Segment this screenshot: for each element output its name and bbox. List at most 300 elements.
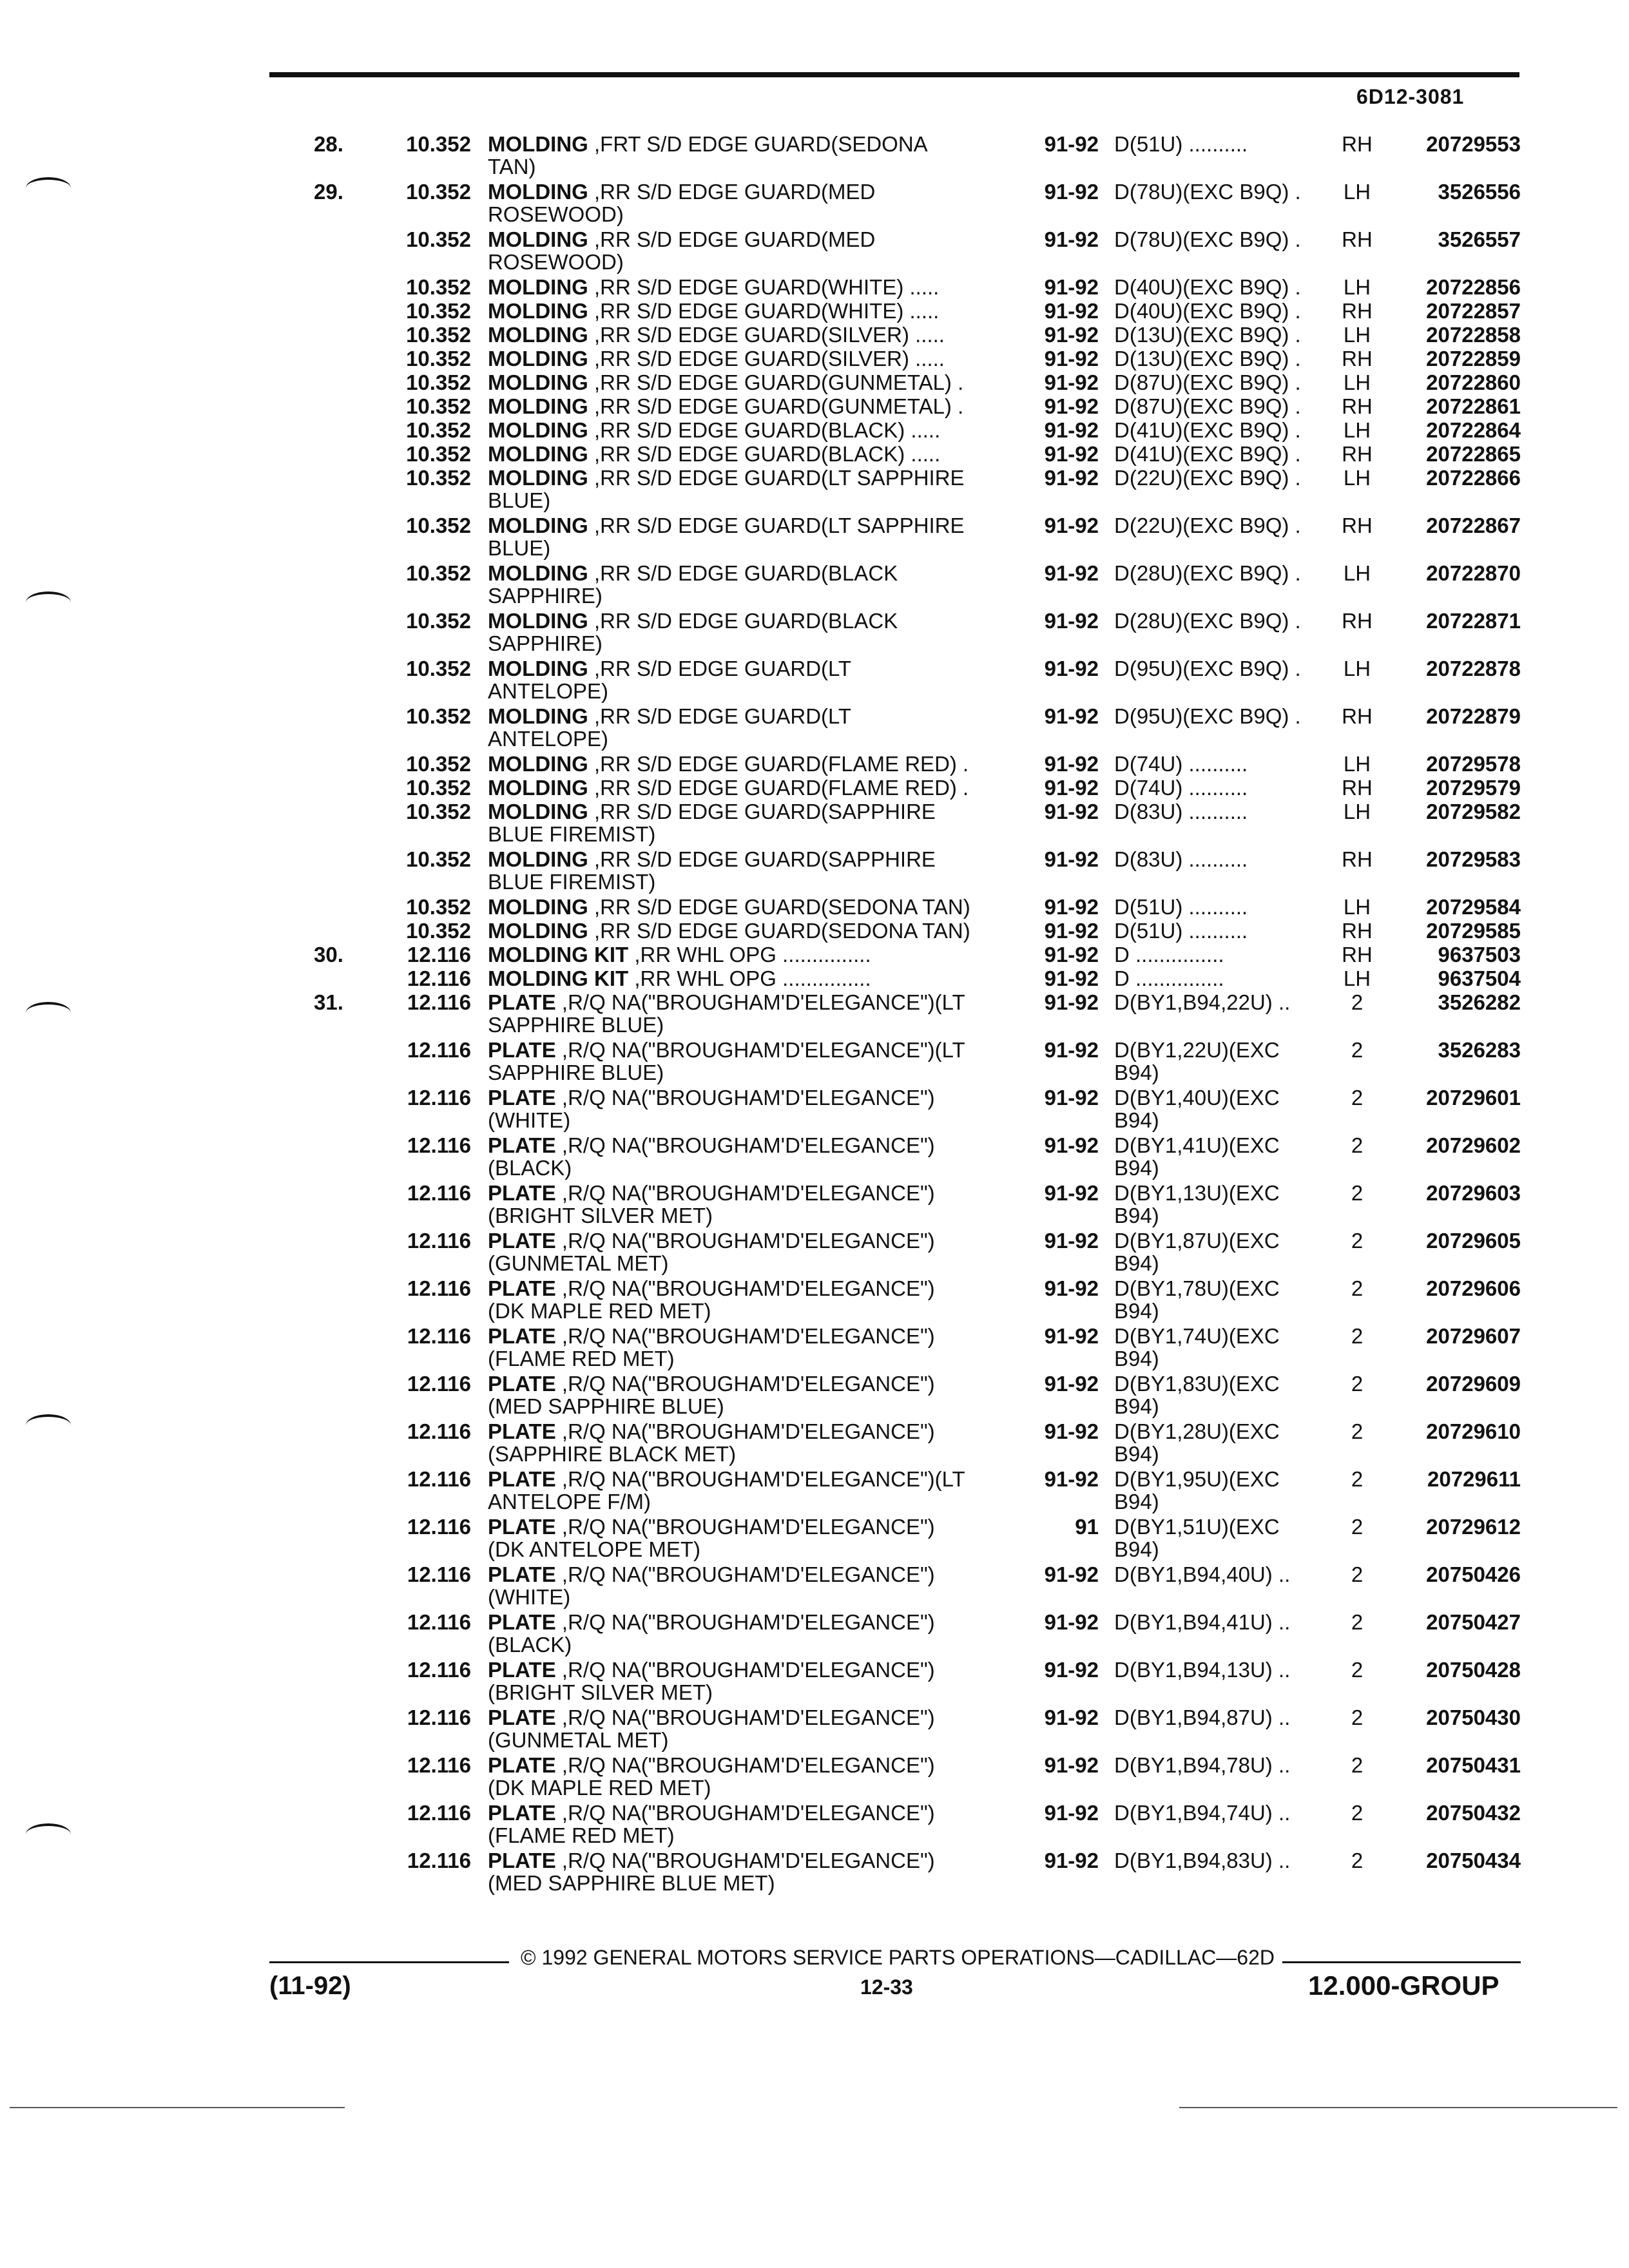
group-number: 12.116	[407, 1181, 471, 1205]
part-name: PLATE	[488, 1801, 556, 1825]
item-number: 31.	[314, 990, 343, 1014]
option-line-1: D(22U)(EXC B9Q) .	[1114, 514, 1301, 537]
side-qty: RH	[1342, 776, 1373, 800]
description-line-1: ,RR S/D EDGE GUARD(LT	[594, 704, 852, 728]
description-line-2: ROSEWOOD)	[488, 202, 624, 226]
description-line-2: (WHITE)	[488, 1108, 571, 1132]
part-name: MOLDING	[488, 275, 588, 299]
group-number: 12.116	[407, 990, 471, 1014]
option-line-1: D(28U)(EXC B9Q) .	[1114, 609, 1301, 633]
part-description	[488, 1706, 1016, 1751]
option-line-2: B94)	[1114, 1347, 1159, 1370]
table-row	[0, 1182, 1629, 1229]
part-name: PLATE	[488, 1181, 556, 1205]
table-row	[0, 1229, 1629, 1277]
table-row	[0, 443, 1629, 466]
model-years: 91-92	[1044, 227, 1099, 251]
description-line-2: ANTELOPE)	[488, 727, 609, 751]
part-name: MOLDING KIT	[488, 943, 629, 966]
part-name: PLATE	[488, 1610, 556, 1634]
part-description	[488, 1420, 1016, 1465]
option-codes	[1114, 800, 1333, 823]
table-row	[0, 896, 1629, 919]
model-years: 91-92	[1044, 1562, 1099, 1586]
table-row	[0, 1563, 1629, 1611]
option-line-2: B94)	[1114, 1299, 1159, 1323]
part-name: MOLDING	[488, 704, 588, 728]
model-years: 91-92	[1044, 323, 1099, 347]
description-line-2: SAPPHIRE BLUE)	[488, 1061, 664, 1084]
side-qty: 2	[1351, 1467, 1364, 1491]
table-row	[0, 800, 1629, 848]
model-years: 91-92	[1044, 1038, 1099, 1062]
option-codes	[1114, 1372, 1333, 1418]
part-number: 3526556	[1438, 180, 1521, 204]
table-row	[0, 1754, 1629, 1802]
description-line-2: (FLAME RED MET)	[488, 1823, 675, 1847]
part-name: MOLDING	[488, 132, 588, 156]
group-number: 12.116	[407, 1706, 471, 1729]
group-number: 12.116	[407, 1324, 471, 1348]
part-description	[488, 848, 1016, 893]
part-name: PLATE	[488, 1658, 556, 1682]
option-line-1: D(BY1,B94,87U) ..	[1114, 1706, 1291, 1729]
option-line-1: D(BY1,51U)(EXC	[1114, 1515, 1280, 1539]
part-description	[488, 562, 1016, 607]
side-qty: 2	[1351, 1801, 1364, 1825]
model-years: 91-92	[1044, 132, 1099, 156]
table-row	[0, 371, 1629, 395]
option-line-2: B94)	[1114, 1490, 1159, 1514]
part-description	[488, 300, 1016, 322]
option-codes	[1114, 1134, 1333, 1179]
group-number: 10.352	[406, 514, 471, 537]
side-qty: 2	[1351, 1133, 1364, 1157]
option-codes	[1114, 1086, 1333, 1131]
side-qty: LH	[1343, 752, 1371, 776]
part-number: 20722866	[1426, 466, 1521, 490]
description-line-1: ,R/Q NA("BROUGHAM'D'ELEGANCE")	[561, 1562, 935, 1586]
model-years: 91-92	[1044, 1467, 1099, 1491]
side-qty: 2	[1351, 1419, 1364, 1443]
description-line-2: (BLACK)	[488, 1633, 572, 1657]
part-number: 20729578	[1426, 752, 1521, 776]
group-number: 10.352	[406, 752, 471, 776]
part-name: PLATE	[488, 1849, 556, 1872]
table-row	[0, 228, 1629, 276]
part-number: 3526557	[1438, 227, 1521, 251]
part-number: 20722864	[1426, 418, 1521, 442]
part-description	[488, 967, 1016, 990]
option-codes	[1114, 1325, 1333, 1370]
description-line-2: (BLACK)	[488, 1156, 572, 1180]
option-line-1: D(BY1,22U)(EXC	[1114, 1038, 1280, 1062]
part-description	[488, 514, 1016, 559]
model-years: 91-92	[1044, 466, 1099, 490]
description-line-1: ,RR S/D EDGE GUARD(SILVER) .....	[594, 323, 945, 347]
part-name: MOLDING	[488, 347, 588, 370]
part-name: PLATE	[488, 1706, 556, 1729]
side-qty: 2	[1351, 1372, 1364, 1396]
option-codes	[1114, 1229, 1333, 1274]
side-qty: LH	[1343, 323, 1371, 347]
side-qty: RH	[1342, 227, 1373, 251]
table-row	[0, 1468, 1629, 1515]
option-line-1: D(87U)(EXC B9Q) .	[1114, 370, 1301, 394]
side-qty: LH	[1343, 800, 1371, 823]
part-number: 20722856	[1426, 275, 1521, 299]
group-number: 12.116	[407, 1753, 471, 1777]
part-number: 20729582	[1426, 800, 1521, 823]
group-number: 12.116	[407, 1515, 471, 1539]
table-row	[0, 562, 1629, 610]
side-qty: LH	[1343, 418, 1371, 442]
model-years: 91-92	[1044, 1324, 1099, 1348]
option-codes	[1114, 943, 1333, 966]
option-codes	[1114, 1039, 1333, 1084]
part-number: 20722865	[1426, 442, 1521, 466]
part-name: MOLDING	[488, 609, 588, 633]
side-qty: 2	[1351, 1610, 1364, 1634]
option-line-2: B94)	[1114, 1156, 1159, 1180]
option-line-2: B94)	[1114, 1442, 1159, 1466]
part-number: 20722861	[1426, 394, 1521, 418]
part-number: 20729607	[1426, 1324, 1521, 1348]
part-description	[488, 1849, 1016, 1894]
part-description	[488, 800, 1016, 845]
table-row	[0, 323, 1629, 347]
part-name: PLATE	[488, 1562, 556, 1586]
description-line-1: ,RR S/D EDGE GUARD(LT SAPPHIRE	[594, 514, 965, 537]
model-years: 91-92	[1044, 776, 1099, 800]
part-name: PLATE	[488, 1515, 556, 1539]
table-row	[0, 1086, 1629, 1134]
part-description	[488, 180, 1016, 226]
model-years: 91-92	[1044, 1372, 1099, 1396]
scan-edge-line	[1179, 2107, 1617, 2108]
part-name: MOLDING	[488, 514, 588, 537]
model-years: 91-92	[1044, 180, 1099, 204]
option-codes	[1114, 1468, 1333, 1513]
model-years: 91-92	[1044, 990, 1099, 1014]
description-line-2: (FLAME RED MET)	[488, 1347, 675, 1370]
group-number: 12.116	[407, 1849, 471, 1872]
parts-list	[0, 133, 1629, 1897]
description-line-1: ,RR S/D EDGE GUARD(SEDONA TAN)	[594, 919, 970, 943]
option-codes	[1114, 1277, 1333, 1322]
option-line-1: D(95U)(EXC B9Q) .	[1114, 657, 1301, 680]
option-codes	[1114, 443, 1333, 465]
group-number: 12.116	[407, 943, 471, 966]
side-qty: 2	[1351, 1229, 1364, 1253]
description-line-1: ,R/Q NA("BROUGHAM'D'ELEGANCE")	[561, 1753, 935, 1777]
description-line-2: (MED SAPPHIRE BLUE)	[488, 1394, 724, 1418]
option-line-1: D(BY1,40U)(EXC	[1114, 1086, 1280, 1110]
group-number: 12.116	[407, 1658, 471, 1682]
description-line-1: ,R/Q NA("BROUGHAM'D'ELEGANCE")	[561, 1706, 935, 1729]
table-row	[0, 133, 1629, 180]
part-description	[488, 323, 1016, 346]
group-number: 10.352	[406, 561, 471, 585]
option-line-1: D(BY1,41U)(EXC	[1114, 1133, 1280, 1157]
side-qty: 2	[1351, 1849, 1364, 1872]
side-qty: 2	[1351, 1562, 1364, 1586]
side-qty: 2	[1351, 1086, 1364, 1110]
description-line-1: ,R/Q NA("BROUGHAM'D'ELEGANCE")	[561, 1610, 935, 1634]
item-number: 28.	[314, 132, 343, 156]
part-number: 20750426	[1426, 1562, 1521, 1586]
group-number: 10.352	[406, 418, 471, 442]
option-codes	[1114, 228, 1333, 251]
option-codes	[1114, 347, 1333, 370]
option-line-1: D(41U)(EXC B9Q) .	[1114, 442, 1301, 466]
description-line-1: ,RR WHL OPG ...............	[634, 966, 871, 990]
group-number: 10.352	[406, 180, 471, 204]
description-line-1: ,RR S/D EDGE GUARD(FLAME RED) .	[594, 752, 969, 776]
option-codes	[1114, 705, 1333, 727]
part-description	[488, 1277, 1016, 1322]
group-number: 10.352	[406, 394, 471, 418]
part-description	[488, 1611, 1016, 1656]
group-number: 12.116	[407, 966, 471, 990]
option-codes	[1114, 1563, 1333, 1586]
option-codes	[1114, 991, 1333, 1014]
option-codes	[1114, 1515, 1333, 1561]
option-line-1: D(83U) ..........	[1114, 847, 1248, 871]
model-years: 91-92	[1044, 800, 1099, 823]
option-line-1: D(13U)(EXC B9Q) .	[1114, 323, 1301, 347]
model-years: 91-92	[1044, 1419, 1099, 1443]
option-line-1: D(BY1,B94,74U) ..	[1114, 1801, 1291, 1825]
option-codes	[1114, 395, 1333, 418]
side-qty: 2	[1351, 1706, 1364, 1729]
item-number: 29.	[314, 180, 343, 204]
part-name: PLATE	[488, 1133, 556, 1157]
description-line-1: ,RR S/D EDGE GUARD(WHITE) .....	[594, 275, 940, 299]
model-years: 91-92	[1044, 1276, 1099, 1300]
group-number: 10.352	[406, 919, 471, 943]
table-row	[0, 466, 1629, 514]
group-number: 12.116	[407, 1419, 471, 1443]
part-number: 20729553	[1426, 132, 1521, 156]
part-number: 20722871	[1426, 609, 1521, 633]
option-codes	[1114, 896, 1333, 918]
description-line-1: ,RR S/D EDGE GUARD(SEDONA TAN)	[594, 895, 970, 919]
option-line-1: D(74U) ..........	[1114, 776, 1248, 800]
description-line-1: ,RR S/D EDGE GUARD(BLACK) .....	[594, 442, 941, 466]
description-line-1: ,RR S/D EDGE GUARD(GUNMETAL) .	[594, 394, 964, 418]
option-line-2: B94)	[1114, 1061, 1159, 1084]
part-name: MOLDING	[488, 776, 588, 800]
table-row	[0, 1658, 1629, 1706]
option-line-2: B94)	[1114, 1251, 1159, 1275]
part-description	[488, 1086, 1016, 1131]
table-row	[0, 300, 1629, 323]
group-number: 12.116	[407, 1610, 471, 1634]
footer-date: (11-92)	[269, 1972, 351, 2000]
part-number: 20722870	[1426, 561, 1521, 585]
option-codes	[1114, 1182, 1333, 1227]
option-line-1: D(74U) ..........	[1114, 752, 1248, 776]
part-number: 20729606	[1426, 1276, 1521, 1300]
description-line-2: (GUNMETAL MET)	[488, 1251, 669, 1275]
option-codes	[1114, 300, 1333, 322]
table-row	[0, 1372, 1629, 1420]
part-description	[488, 657, 1016, 702]
model-years: 91-92	[1044, 752, 1099, 776]
part-number: 20729583	[1426, 847, 1521, 871]
part-name: MOLDING	[488, 800, 588, 823]
part-description	[488, 610, 1016, 655]
description-line-2: ANTELOPE)	[488, 679, 609, 703]
description-line-1: ,FRT S/D EDGE GUARD(SEDONA	[594, 132, 928, 156]
part-description	[488, 466, 1016, 512]
part-name: MOLDING KIT	[488, 966, 629, 990]
option-codes	[1114, 1754, 1333, 1776]
part-number: 20729584	[1426, 895, 1521, 919]
option-codes	[1114, 967, 1333, 990]
side-qty: 2	[1351, 990, 1364, 1014]
part-number: 20729585	[1426, 919, 1521, 943]
part-name: PLATE	[488, 1372, 556, 1396]
option-line-1: D(BY1,95U)(EXC	[1114, 1467, 1280, 1491]
option-codes	[1114, 1611, 1333, 1633]
model-years: 91-92	[1044, 514, 1099, 537]
part-description	[488, 276, 1016, 298]
description-line-1: ,RR WHL OPG ...............	[634, 943, 871, 966]
part-name: PLATE	[488, 1276, 556, 1300]
side-qty: 2	[1351, 1515, 1364, 1539]
part-description	[488, 133, 1016, 178]
option-line-2: B94)	[1114, 1394, 1159, 1418]
option-line-1: D(40U)(EXC B9Q) .	[1114, 299, 1301, 323]
part-description	[488, 776, 1016, 799]
description-line-1: ,RR S/D EDGE GUARD(MED	[594, 227, 876, 251]
description-line-2: (DK MAPLE RED MET)	[488, 1776, 711, 1800]
model-years: 91-92	[1044, 299, 1099, 323]
side-qty: LH	[1343, 275, 1371, 299]
model-years: 91-92	[1044, 704, 1099, 728]
footer-rule	[1282, 1961, 1521, 1963]
part-name: MOLDING	[488, 847, 588, 871]
part-description	[488, 1802, 1016, 1847]
model-years: 91	[1075, 1515, 1099, 1539]
part-name: PLATE	[488, 1419, 556, 1443]
option-line-1: D(BY1,B94,40U) ..	[1114, 1562, 1291, 1586]
option-line-1: D(BY1,B94,41U) ..	[1114, 1610, 1291, 1634]
model-years: 91-92	[1044, 1181, 1099, 1205]
part-name: PLATE	[488, 1467, 556, 1491]
group-number: 12.116	[407, 1133, 471, 1157]
part-description	[488, 753, 1016, 775]
option-line-1: D(78U)(EXC B9Q) .	[1114, 227, 1301, 251]
option-line-1: D(BY1,74U)(EXC	[1114, 1324, 1280, 1348]
item-number: 30.	[314, 943, 343, 966]
side-qty: RH	[1342, 132, 1373, 156]
part-name: PLATE	[488, 1753, 556, 1777]
table-row	[0, 991, 1629, 1039]
description-line-1: ,R/Q NA("BROUGHAM'D'ELEGANCE")	[561, 1324, 935, 1348]
part-number: 20729603	[1426, 1181, 1521, 1205]
description-line-1: ,R/Q NA("BROUGHAM'D'ELEGANCE")	[561, 1181, 935, 1205]
model-years: 91-92	[1044, 442, 1099, 466]
part-description	[488, 1039, 1016, 1084]
part-number: 9637504	[1438, 966, 1521, 990]
option-line-1: D(13U)(EXC B9Q) .	[1114, 347, 1301, 370]
footer-copyright: © 1992 GENERAL MOTORS SERVICE PARTS OPERATIONS—CADILLAC—62D	[521, 1946, 1275, 1969]
part-description	[488, 228, 1016, 273]
side-qty: LH	[1343, 966, 1371, 990]
part-number: 20729612	[1426, 1515, 1521, 1539]
description-line-2: (DK ANTELOPE MET)	[488, 1537, 701, 1561]
group-number: 10.352	[406, 800, 471, 823]
side-qty: 2	[1351, 1276, 1364, 1300]
option-codes	[1114, 848, 1333, 870]
part-description	[488, 1182, 1016, 1227]
description-line-2: BLUE FIREMIST)	[488, 822, 656, 846]
option-line-1: D(51U) ..........	[1114, 895, 1248, 919]
part-name: MOLDING	[488, 323, 588, 347]
option-codes	[1114, 919, 1333, 942]
model-years: 91-92	[1044, 1801, 1099, 1825]
table-row	[0, 943, 1629, 967]
part-description	[488, 371, 1016, 394]
option-line-1: D(78U)(EXC B9Q) .	[1114, 180, 1301, 204]
table-row	[0, 395, 1629, 419]
group-number: 10.352	[406, 347, 471, 370]
table-row	[0, 1277, 1629, 1325]
group-number: 12.116	[407, 1372, 471, 1396]
option-codes	[1114, 1849, 1333, 1872]
description-line-2: BLUE)	[488, 488, 551, 512]
model-years: 91-92	[1044, 1658, 1099, 1682]
option-codes	[1114, 753, 1333, 775]
option-codes	[1114, 1802, 1333, 1824]
description-line-1: ,RR S/D EDGE GUARD(MED	[594, 180, 876, 204]
group-number: 12.116	[407, 1086, 471, 1110]
description-line-1: ,R/Q NA("BROUGHAM'D'ELEGANCE")(LT	[561, 990, 965, 1014]
description-line-1: ,RR S/D EDGE GUARD(BLACK	[594, 561, 898, 585]
part-name: PLATE	[488, 1324, 556, 1348]
part-name: MOLDING	[488, 180, 588, 204]
option-line-1: D(41U)(EXC B9Q) .	[1114, 418, 1301, 442]
top-rule	[269, 72, 1519, 77]
model-years: 91-92	[1044, 1753, 1099, 1777]
description-line-1: ,R/Q NA("BROUGHAM'D'ELEGANCE")	[561, 1515, 935, 1539]
part-name: MOLDING	[488, 370, 588, 394]
group-number: 10.352	[406, 227, 471, 251]
part-number: 20750428	[1426, 1658, 1521, 1682]
description-line-2: BLUE FIREMIST)	[488, 870, 656, 894]
group-number: 10.352	[406, 132, 471, 156]
group-number: 12.116	[407, 1276, 471, 1300]
option-codes	[1114, 1420, 1333, 1465]
part-description	[488, 419, 1016, 441]
option-line-1: D(51U) ..........	[1114, 132, 1248, 156]
option-line-1: D(51U) ..........	[1114, 919, 1248, 943]
group-number: 12.116	[407, 1038, 471, 1062]
model-years: 91-92	[1044, 561, 1099, 585]
model-years: 91-92	[1044, 895, 1099, 919]
description-line-1: ,R/Q NA("BROUGHAM'D'ELEGANCE")	[561, 1801, 935, 1825]
part-number: 20729611	[1427, 1467, 1521, 1491]
side-qty: LH	[1343, 657, 1371, 680]
side-qty: 2	[1351, 1324, 1364, 1348]
group-number: 10.352	[406, 895, 471, 919]
model-years: 91-92	[1044, 347, 1099, 370]
description-line-2: TAN)	[488, 155, 536, 178]
option-codes	[1114, 419, 1333, 441]
